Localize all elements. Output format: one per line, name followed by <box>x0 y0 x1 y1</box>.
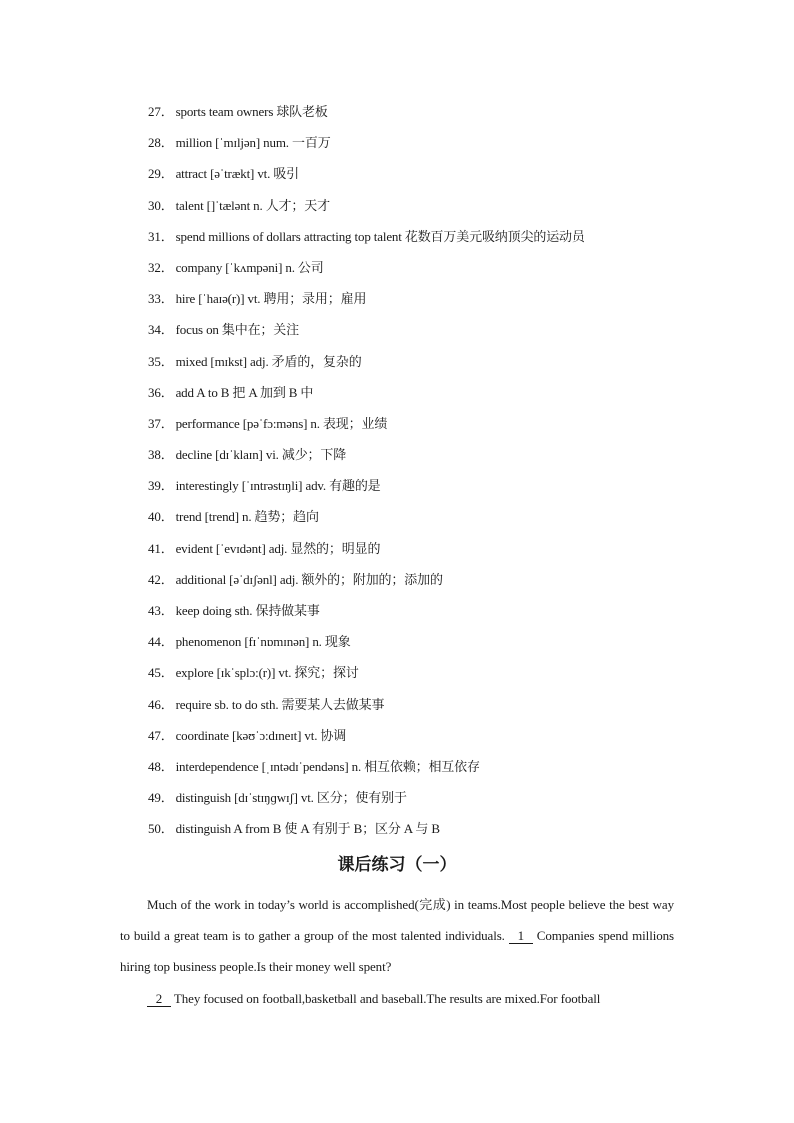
vocab-number: 28． <box>148 135 174 151</box>
vocab-item <box>148 599 708 630</box>
vocab-item <box>148 537 708 568</box>
vocab-entry: interdependence [ˌɪntədɪˈpendəns] n. 相互依赖；相互依存 <box>175 758 480 774</box>
vocab-number: 48． <box>148 758 174 774</box>
vocab-number: 44． <box>148 634 174 650</box>
vocab-item <box>148 287 708 318</box>
vocab-item <box>148 100 708 131</box>
vocab-item <box>148 474 708 505</box>
vocab-number: 34． <box>148 322 174 338</box>
vocab-item <box>148 724 708 755</box>
vocab-item <box>148 755 708 786</box>
vocab-entry: distinguish A from B 使 A 有别于 B；区分 A 与 B <box>175 821 440 837</box>
vocab-entry: keep doing sth. 保持做某事 <box>175 603 320 618</box>
vocab-number: 50． <box>148 821 174 837</box>
vocab-item <box>148 505 708 536</box>
vocab-number: 45． <box>148 665 174 681</box>
vocab-item <box>148 225 708 256</box>
passage-paragraph-1 <box>120 889 674 983</box>
vocab-entry: evident [ˈevɪdənt] adj. 显然的；明显的 <box>175 540 381 556</box>
vocab-number: 35． <box>148 353 174 369</box>
vocab-entry: spend millions of dollars attracting top talent 花数百万美元吸纳顶尖的运动员 <box>175 228 585 244</box>
vocab-entry: trend [trend] n. 趋势；趋向 <box>175 509 319 525</box>
vocab-item <box>148 817 708 848</box>
vocab-item <box>148 693 708 724</box>
passage-paragraph-2 <box>120 983 674 1014</box>
vocab-entry: phenomenon [fɪˈnɒmɪnən] n. 现象 <box>175 634 351 650</box>
vocab-item <box>148 568 708 599</box>
vocab-entry: company [ˈkʌmpəni] n. 公司 <box>175 259 324 275</box>
vocab-item <box>148 630 708 661</box>
vocab-number: 30． <box>148 197 174 213</box>
vocab-entry: decline [dɪˈklaɪn] vi. 减少；下降 <box>175 447 347 463</box>
vocab-entry: coordinate [kəʊˈɔ:dɪneɪt] vt. 协调 <box>175 727 347 743</box>
vocab-item <box>148 443 708 474</box>
paragraph-text: Companies spend millions hiring top business people.Is their money well spent? <box>120 928 674 975</box>
vocab-item <box>148 194 708 225</box>
vocab-entry: hire [ˈhaɪə(r)] vt. 聘用；录用；雇用 <box>175 291 367 307</box>
reading-passage <box>120 889 674 1014</box>
vocab-entry: distinguish [dɪˈstɪŋɡwɪʃ] vt. 区分；使有别于 <box>175 790 407 806</box>
vocab-number: 47． <box>148 727 174 743</box>
vocab-item <box>148 318 708 349</box>
vocab-number: 36． <box>148 384 174 400</box>
vocabulary-list <box>148 100 708 849</box>
section-title: 课后练习（一） <box>337 855 457 875</box>
vocab-item <box>148 162 708 193</box>
vocab-number: 38． <box>148 447 174 463</box>
vocab-entry: mixed [mɪkst] adj. 矛盾的，复杂的 <box>175 353 362 369</box>
vocab-number: 39． <box>148 478 174 494</box>
paragraph-text: Much of the work in today’s world is accomplished(完成) in teams.Most people believe the best way to build a great team is to gather a group of the most talented individuals. <box>120 897 674 944</box>
vocab-number: 46． <box>148 696 174 712</box>
vocab-entry: additional [əˈdɪʃənl] adj. 额外的；附加的；添加的 <box>175 571 443 587</box>
vocab-entry: sports team owners 球队老板 <box>175 104 328 119</box>
vocab-entry: attract [əˈtrækt] vt. 吸引 <box>175 166 300 182</box>
vocab-number: 40． <box>148 509 174 525</box>
vocab-item <box>148 131 708 162</box>
vocab-item <box>148 661 708 692</box>
vocab-number: 42． <box>148 571 174 587</box>
paragraph-text: They focused on football,basketball and baseball.The results are mixed.For football <box>171 990 601 1006</box>
vocab-number: 41． <box>148 540 174 556</box>
vocab-number: 32． <box>148 259 174 275</box>
vocab-number: 33． <box>148 291 174 307</box>
vocab-number: 43． <box>148 603 174 618</box>
vocab-entry: explore [ɪkˈsplɔ:(r)] vt. 探究；探讨 <box>175 665 359 681</box>
vocab-entry: interestingly [ˈɪntrəstɪŋli] adv. 有趣的是 <box>175 478 381 494</box>
vocab-entry: focus on 集中在；关注 <box>175 322 299 338</box>
vocab-number: 37． <box>148 415 174 431</box>
vocab-number: 31． <box>148 228 174 244</box>
vocab-item <box>148 350 708 381</box>
vocab-item <box>148 412 708 443</box>
answer-blank-1[interactable]: 1 <box>509 928 533 944</box>
vocab-entry: add A to B 把 A 加到 B 中 <box>175 384 314 400</box>
vocab-item <box>148 256 708 287</box>
vocab-entry: talent []ˈtælənt n. 人才；天才 <box>175 197 330 213</box>
vocab-item <box>148 381 708 412</box>
vocab-entry: performance [pəˈfɔ:məns] n. 表现；业绩 <box>175 415 388 431</box>
vocab-entry: require sb. to do sth. 需要某人去做某事 <box>175 696 385 712</box>
vocab-number: 27． <box>148 104 174 119</box>
vocab-entry: million [ˈmɪljən] num. 一百万 <box>175 135 331 151</box>
answer-blank-2[interactable]: 2 <box>147 991 171 1007</box>
vocab-number: 49． <box>148 790 174 806</box>
vocab-number: 29． <box>148 166 174 182</box>
vocab-item <box>148 786 708 817</box>
